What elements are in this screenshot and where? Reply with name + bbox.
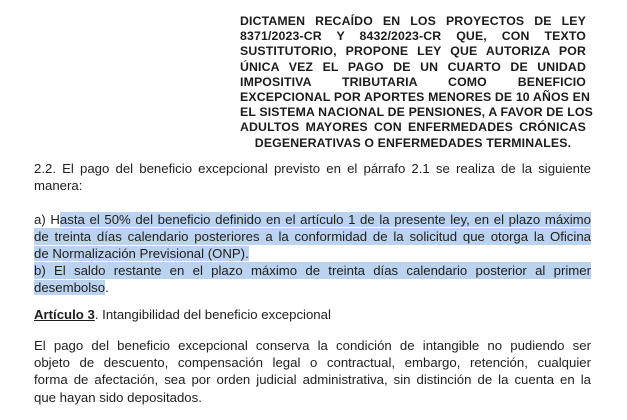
article-number: Artículo 3 — [34, 307, 95, 322]
selected-text[interactable]: asta el 50% del beneficio definido en el artículo 1 de la presente ley, en el plazo máximo — [59, 212, 591, 227]
article-separator: . — [94, 307, 99, 322]
paragraph-line: 2.2. El pago del beneficio excepcional previsto en el párrafo 2.1 se realiza de la siguiente — [34, 161, 591, 176]
dictamen-heading — [240, 14, 593, 151]
article-3-heading — [34, 306, 591, 323]
paragraph-line: objeto de descuento, compensación legal o contractual, embargo, retención, cualquier — [34, 355, 591, 371]
item-b-period: . — [105, 280, 109, 296]
selected-text[interactable]: desembolso — [34, 280, 106, 296]
list-item-b[interactable] — [34, 262, 591, 296]
paragraph-line: El pago del beneficio excepcional conserva la condición de intangible no pudiendo ser — [34, 338, 591, 353]
paragraph-line: manera: — [34, 178, 83, 194]
paragraph-line: que hayan sido depositados. — [34, 389, 202, 405]
item-a-line-3[interactable] — [34, 245, 591, 262]
heading-line: EL SISTEMA NACIONAL DE PENSIONES, A FAVOR DE LOS — [240, 105, 593, 120]
selected-text[interactable]: b) El saldo restante en el plazo máximo de treinta días calendario posterior al primer — [34, 263, 591, 278]
heading-line: IMPOSITIVA TRIBUTARIA COMO BENEFICIO — [240, 74, 586, 89]
heading-line: SUSTITUTORIO, PROPONE LEY QUE AUTORIZA POR — [240, 44, 586, 59]
article-title: Intangibilidad del beneficio excepcional — [98, 307, 331, 322]
list-item-a[interactable] — [34, 211, 591, 263]
heading-line: ÚNICA VEZ EL PAGO DE UN CUARTO DE UNIDAD — [240, 59, 586, 74]
heading-line: DICTAMEN RECAÍDO EN LOS PROYECTOS DE LEY — [240, 14, 586, 28]
item-a-prefix: a) H — [34, 212, 60, 227]
heading-line: EXCEPCIONAL POR APORTES MENORES DE 10 AÑOS EN — [240, 90, 590, 105]
article-3-body — [34, 337, 591, 406]
item-a-line-1[interactable] — [34, 211, 591, 228]
selected-text[interactable]: de treinta días calendario posteriores a la conformidad de la solicitud que otorga la Oficina — [34, 229, 591, 245]
paragraph-line: forma de afectación, sea por orden judicial administrativa, sin distinción de la cuenta en la — [34, 372, 591, 388]
heading-line: DEGENERATIVAS O ENFERMEDADES TERMINALES. — [254, 135, 572, 150]
item-b-line-2[interactable] — [34, 279, 591, 296]
heading-line: 8371/2023-CR Y 8432/2023-CR QUE, CON TEXTO — [240, 29, 586, 44]
heading-line: ADULTOS MAYORES CON ENFERMEDADES CRÓNICAS — [240, 120, 586, 135]
selected-text[interactable]: de Normalización Previsional (ONP). — [34, 246, 249, 262]
paragraph-2-2 — [34, 160, 591, 194]
